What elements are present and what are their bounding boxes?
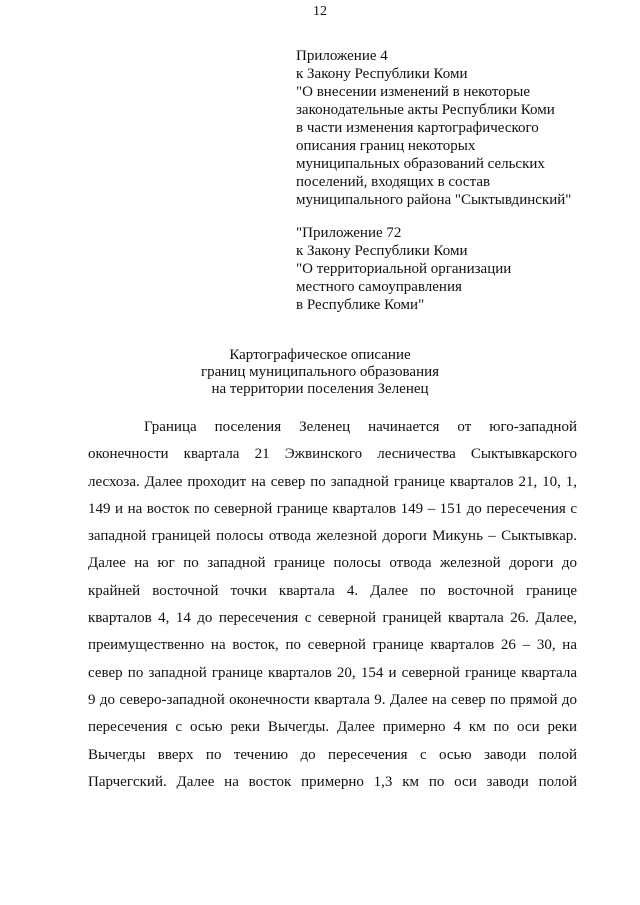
body-line: кварталов 4, 14 до пересечения с северной границей квартала 26. Далее, — [88, 610, 577, 627]
appendix-line: муниципального района "Сыктывдинский" — [296, 192, 572, 208]
title-line: Картографическое описание — [229, 347, 411, 363]
document-title — [0, 347, 640, 398]
body-line: лесхоза. Далее проходит на север по западной границе кварталов 21, 10, 1, — [88, 473, 577, 490]
appendix-line: "Приложение 72 — [296, 225, 402, 241]
appendix-line: законодательные акты Республики Коми — [296, 102, 555, 118]
appendix-line: местного самоуправления — [296, 279, 462, 295]
body-line: Граница поселения Зеленец начинается от юго-западной — [144, 419, 577, 435]
title-line: на территории поселения Зеленец — [211, 381, 429, 397]
appendix-line: в Республике Коми" — [296, 297, 425, 313]
body-line: западной границей полосы отвода железной дороги Микунь – Сыктывкар. — [88, 528, 577, 545]
appendix-line: в части изменения картографического — [296, 120, 539, 136]
appendix-heading-original — [296, 224, 616, 314]
boundary-description-text — [88, 414, 577, 796]
page-number: 12 — [313, 4, 327, 19]
appendix-line: Приложение 4 — [296, 48, 388, 64]
appendix-line: муниципальных образований сельских — [296, 156, 545, 172]
appendix-line: "О внесении изменений в некоторые — [296, 84, 531, 100]
body-line: 9 до северо-западной оконечности квартала 9. Далее на север по прямой до — [88, 691, 577, 708]
body-line: пересечения с осью реки Вычегды. Далее примерно 4 км по оси реки — [88, 719, 577, 736]
body-line: север по западной границе кварталов 20, 154 и северной границе квартала — [88, 664, 577, 681]
body-line: оконечности квартала 21 Эжвинского лесничества Сыктывкарского — [88, 446, 577, 463]
body-line: крайней восточной точки квартала 4. Далее по восточной границе — [88, 582, 577, 599]
body-line: Вычегды вверх по течению до пересечения с осью заводи полой — [88, 746, 577, 763]
body-line: преимущественно на восток, по северной границе кварталов 26 – 30, на — [88, 637, 577, 654]
appendix-line: описания границ некоторых — [296, 138, 476, 154]
body-line: Парчегский. Далее на восток примерно 1,3 км по оси заводи полой — [88, 773, 577, 790]
appendix-heading-new — [296, 47, 616, 209]
appendix-line: к Закону Республики Коми — [296, 243, 468, 259]
appendix-line: поселений, входящих в состав — [296, 174, 491, 190]
appendix-line: к Закону Республики Коми — [296, 66, 468, 82]
title-line: границ муниципального образования — [200, 364, 440, 380]
body-line: Далее на юг по западной границе полосы отвода железной дороги до — [88, 555, 577, 572]
appendix-line: "О территориальной организации — [296, 261, 512, 277]
body-line: 149 и на восток по северной границе кварталов 149 – 151 до пересечения с — [88, 500, 577, 517]
